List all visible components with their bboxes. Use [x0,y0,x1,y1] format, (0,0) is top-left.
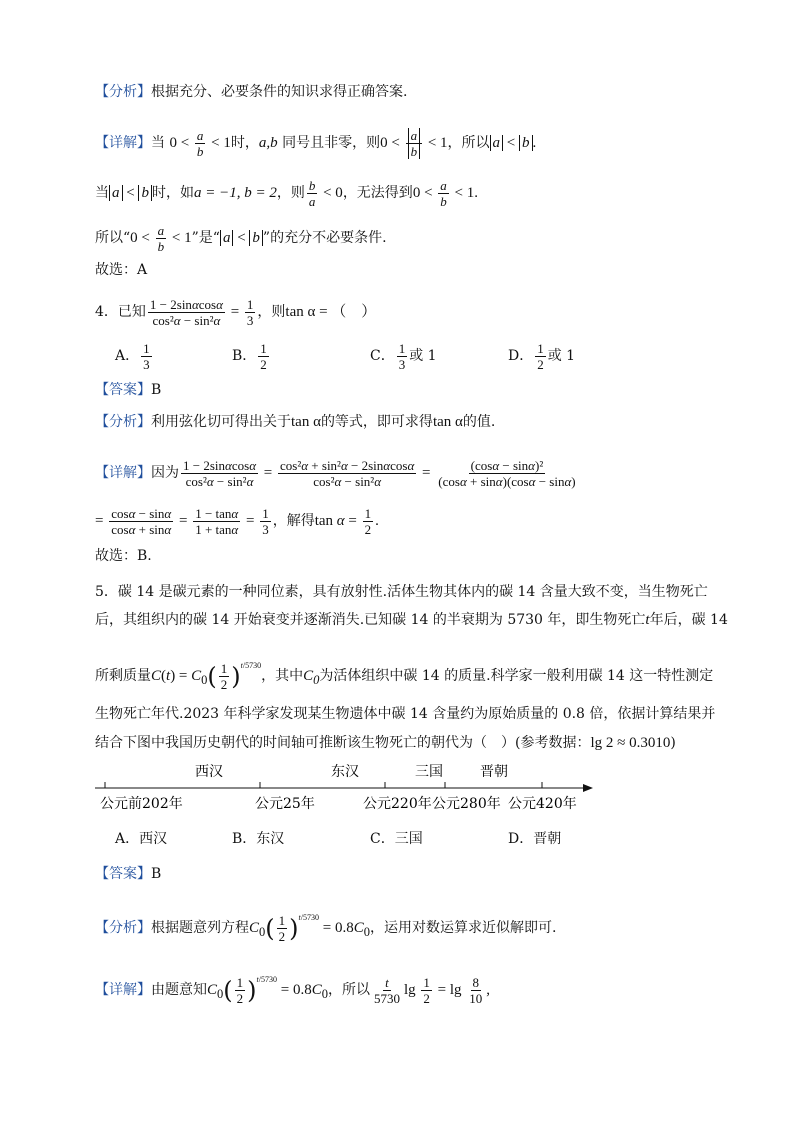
q4-analysis-line [95,412,495,432]
math-expression: tan α = （ ） [285,303,377,320]
math-expression: lg 2 ≈ 0.3010 [590,735,671,751]
math-expression: a < b . [490,135,537,151]
math-expression: 0 < $\frac{a}{b}$ < 1 [380,128,448,159]
text: 为活体组织中碳 14 的质量.科学家一般利用碳 14 这一特性测定 [319,668,714,684]
dynasty-label: 东汉 [331,764,359,780]
math-expression: a,b [258,134,278,151]
text: 时，如 [151,184,194,201]
text: ”是“ [191,229,220,246]
math-expression: a < b [109,185,152,201]
q5-option-d[interactable]: D．晋朝 [508,831,562,847]
year-label: 公元25年 [255,796,315,812]
q4-answer: B [151,382,162,398]
text: ，所以 [327,982,370,998]
text: 的等式，即可求得 [320,414,433,430]
year-label: 公元420年 [508,796,577,812]
math-expression: $\frac{1}{3}$ [143,341,150,372]
text: 所以“ [95,229,131,246]
text: 后，其组织内的碳 14 开始衰变并逐渐消失.已知碳 14 的半衰期为 5730 年，即生物死亡 [95,612,646,628]
q4-stem [95,297,376,328]
text: ，其中 [261,668,304,684]
math-expression: = $\frac{\cos\alpha - \sin\alpha}{\cos\alpha + \sin\alpha}$ = $\frac{1 - \tan\alpha}{1 + \tan\alpha}$ = $\frac{1}{3}$ [95,506,269,537]
q5-answer-line [95,864,161,884]
math-expression: a < b [220,230,263,246]
q3-detail-line [95,128,536,159]
text: 的值. [462,414,496,430]
q4-option-b[interactable] [232,341,271,372]
q4-detail-line [95,458,580,489]
year-label: 公元280年 [432,796,501,812]
text: 同号且非零，则 [277,134,381,151]
detail-tag: 【详解】 [95,982,151,998]
text: ) [670,735,676,751]
text: 结合下图中我国历史朝代的时间轴可推断该生物死亡的朝代为（ ）(参考数据： [95,735,591,751]
q5-option-c[interactable]: C．三国 [370,831,423,847]
q4-option-a[interactable] [115,341,154,372]
option-label: A． [115,347,140,364]
math-expression: $\frac{1 - 2\sin\alpha\cos\alpha}{\text{cos²α − sin²α}}$ = $\frac{1}{3}$ [149,297,254,328]
text: 当 [95,184,109,201]
text: 当 [151,134,165,151]
option-label: C． [370,347,395,364]
analysis-tag: 【分析】 [95,920,151,936]
math-expression: tan α = $\frac{1}{2}$ . [314,506,379,537]
text: ，则 [257,303,286,320]
q4-detail-line2 [95,506,379,537]
year-label: 公元前202年 [100,796,183,812]
math-expression: $C_0$ [303,668,320,687]
text: 年后，碳 14 [649,612,728,628]
q5-detail-line [95,970,490,1006]
text: 4．已知 [95,303,146,320]
answer-tag: 【答案】 [95,866,151,882]
math-expression: $C(t) = C_0$( $\frac{1}{2}$ )$^{t/5730}$ [151,661,262,693]
math-expression: 0 < $\frac{a}{b}$ < 1 [130,223,192,254]
q3-choose: 故选：A [95,262,148,278]
math-expression: 0 < $\frac{a}{b}$ < 1 [169,128,231,159]
math-expression: $C_0$( $\frac{1}{2}$ )$^{t/5730} = 0.8C_0$ [249,913,370,945]
math-expression: $\frac{1}{2}$ [260,341,267,372]
q5-stem-line3 [95,656,713,692]
q3-detail-line2 [95,178,478,209]
q5-stem-line2 [95,610,728,630]
q4-option-d[interactable] [508,341,575,372]
text: 时， [230,134,259,151]
q5-stem-line5 [95,733,676,753]
text: ”的充分不必要条件. [262,229,387,246]
q4-option-c[interactable] [370,341,437,372]
option-label: B． [232,347,257,364]
math-expression: $\frac{1}{2}$ [537,341,544,372]
timeline-arrow [583,784,593,792]
text: ，无法得到 [342,184,413,201]
text: 根据题意列方程 [151,920,249,936]
q3-detail-line3 [95,223,387,254]
q5-option-a[interactable]: A．西汉 [115,831,168,847]
dynasty-label: 晋朝 [480,764,508,780]
q5-option-b[interactable]: B．东汉 [232,831,285,847]
analysis-tag: 【分析】 [95,84,151,100]
math-expression: a = −1, b = 2 [193,184,277,201]
math-expression: $\frac{1}{3}$ [398,341,406,372]
text: ，所以 [447,134,490,151]
q4-answer-line [95,380,161,400]
detail-tag: 【详解】 [95,134,151,151]
q3-analysis-line [95,82,407,102]
text: 或 1 [409,347,437,364]
text: 利用弦化切可得出关于 [151,414,291,430]
math-expression: $C_0$( $\frac{1}{2}$ )$^{t/5730} = 0.8C_0$ [207,975,328,1007]
dynasty-timeline [95,760,595,820]
text: 所剩质量 [95,668,151,684]
text: ，运用对数运算求近似解即可. [369,920,557,936]
text: ，则 [276,184,305,201]
text: 或 1 [547,347,576,364]
math-expression: tan α [291,414,321,430]
analysis-tag: 【分析】 [95,414,151,430]
math-expression: 0 < $\frac{a}{b}$ < 1. [412,178,478,209]
dynasty-label: 三国 [415,764,443,780]
answer-tag: 【答案】 [95,382,151,398]
option-label: D． [508,347,534,364]
year-label: 公元220年 [363,796,432,812]
detail-tag: 【详解】 [95,464,151,481]
math-variable: t [645,612,650,628]
q5-stem-line4: 生物死亡年代.2023 年科学家发现某生物遗体中碳 14 含量约为原始质量的 0.8 倍，依据计算结果并 [95,706,716,722]
q5-analysis-line [95,908,556,944]
q3-analysis-text: 根据充分、必要条件的知识求得正确答案. [151,84,408,100]
q4-choose: 故选：B. [95,548,152,564]
text: 因为 [151,464,179,481]
q5-answer: B [151,866,162,882]
math-expression: $\frac{t}{5730}$ lg $\frac{1}{2}$ = lg $\frac{8}{10}$ , [373,975,491,1007]
dynasty-label: 西汉 [195,764,223,780]
text: ，解得 [272,512,315,529]
math-expression: $\frac{b}{a}$ < 0 [308,178,343,209]
math-expression: $\frac{1 - 2\sin\alpha\cos\alpha}{\text{cos²α − sin²α}}$ = $\frac{\text{cos²α + sin²α − 2sinαcosα}}{\text{cos²α − sin²α}}$ = $\frac{\text{(cosα − sinα)²}}{(\cos\alpha + \sin\alpha)(\cos\alpha - \sin\alpha)}$ [183,458,576,489]
math-expression: tan α [432,414,463,430]
q5-stem-line1: 5．碳 14 是碳元素的一种同位素，具有放射性.活体生物其体内的碳 14 含量大致不变，当生物死亡 [95,584,708,600]
text: 由题意知 [151,982,207,998]
